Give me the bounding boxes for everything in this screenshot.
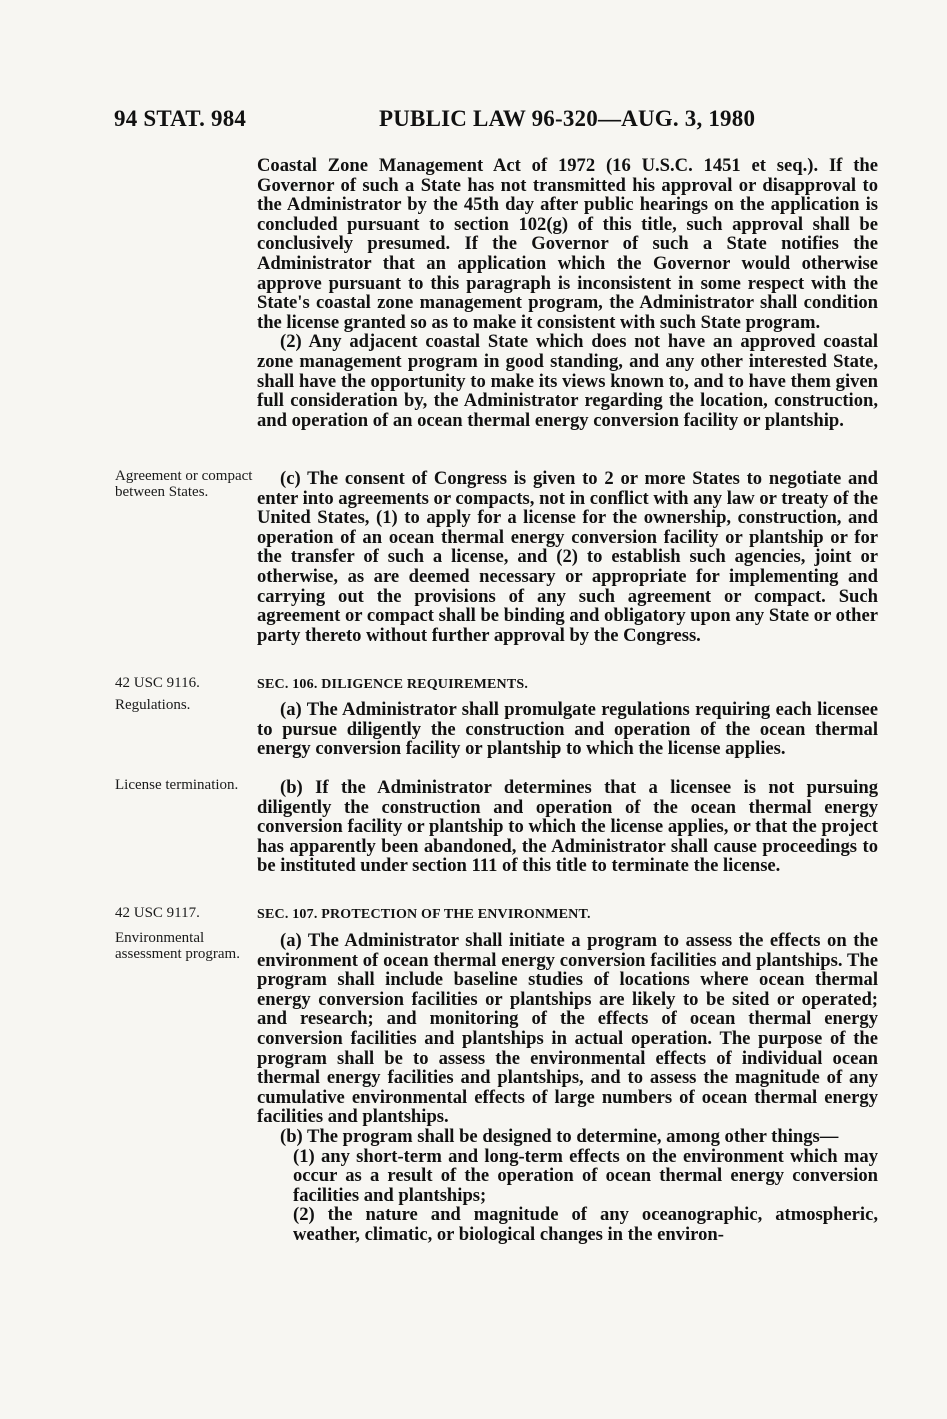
margin-note-regulations: Regulations. (115, 697, 191, 713)
margin-note-agreement: Agreement or compact between States. (115, 468, 253, 500)
paragraph-intro: Coastal Zone Management Act of 1972 (16 U.S.C. 1451 et seq.). If the Governor of such a State has not transmitted his approval or disapproval to the Administrator by the 45th day after public hearings on the application is concluded pursuant to section 102(g) of this title, such approval shall be conclusively presumed. If the Governor of such a State notifies the Administrator that an application which the Governor would otherwise approve pursuant to this paragraph is inconsistent in some respect with the State's coastal zone management program, the Administrator shall condition the license granted so as to make it consistent with such State program. (257, 155, 878, 333)
stat-citation: 94 STAT. 984 (114, 106, 247, 131)
paragraph-106a: (a) The Administrator shall promulgate regulations requiring each licensee to pursue diligently the construction and operation of the ocean thermal energy conversion facility or plantship to which the license applies. (257, 699, 878, 760)
section-107-heading: SEC. 107. PROTECTION OF THE ENVIRONMENT. (257, 907, 591, 922)
paragraph-107b1: (1) any short-term and long-term effects on the environment which may occur as a result of the operation of ocean thermal energy conversion facilities and plantships; (293, 1145, 878, 1206)
public-law-title: PUBLIC LAW 96-320—AUG. 3, 1980 (379, 106, 756, 131)
margin-note-usc-9116: 42 USC 9116. (115, 675, 200, 691)
margin-note-usc-9117: 42 USC 9117. (115, 905, 200, 921)
margin-note-environmental: Environmental assessment program. (115, 930, 240, 962)
paragraph-107a: (a) The Administrator shall initiate a program to assess the effects on the environment of ocean thermal energy conversion facilities and plantships. The program shall include baseline studies of locations where ocean thermal energy conversion facilities or plantships are likely to be sited or operated; and research; and monitoring of the effects of ocean thermal energy conversion facilities and plantships in actual operation. The purpose of the program shall be to assess the environmental effects of individual ocean thermal energy facilities and plantships, and to assess the magnitude of any cumulative environmental effects of large numbers of ocean thermal energy facilities and plantships. (257, 930, 878, 1128)
paragraph-106b: (b) If the Administrator determines that a licensee is not pursuing diligently the construction and operation of the ocean thermal energy conversion facility or plantship to which the license applies, or that the project has apparently been abandoned, the Administrator shall cause proceedings to be instituted under section 111 of this title to terminate the license. (257, 777, 878, 877)
margin-note-license-termination: License termination. (115, 777, 239, 793)
paragraph-c: (c) The consent of Congress is given to 2 or more States to negotiate and enter into agreements or compacts, not in conflict with any law or treaty of the United States, (1) to apply for a license for the ownership, construction, and operation of an ocean thermal energy conversion facility or plantship or for the transfer of such a license, and (2) to establish such agencies, joint or otherwise, as are deemed necessary or appropriate for implementing and carrying out the provisions of any such agreement or compact. Such agreement or compact shall be binding and obligatory upon any State or other party thereto without further approval by the Congress. (257, 468, 878, 646)
paragraph-107b: (b) The program shall be designed to determine, among other things— (280, 1125, 839, 1147)
section-106-heading: SEC. 106. DILIGENCE REQUIREMENTS. (257, 677, 529, 692)
paragraph-107b2: (2) the nature and magnitude of any oceanographic, atmospheric, weather, climatic, or biological changes in the environ- (293, 1204, 878, 1245)
body-block-c (257, 469, 878, 645)
body-block-107 (257, 931, 878, 1245)
body-block-1 (257, 156, 878, 430)
body-block-106a (257, 700, 878, 759)
body-block-106b (257, 778, 878, 876)
paragraph-2: (2) Any adjacent coastal State which does not have an approved coastal zone management program in good standing, and any other interested State, shall have the opportunity to make its views known to, and to have them given full consideration by, the Administrator regarding the location, construction, and operation of an ocean thermal energy conversion facility or plantship. (257, 331, 878, 431)
page-header (114, 106, 874, 140)
